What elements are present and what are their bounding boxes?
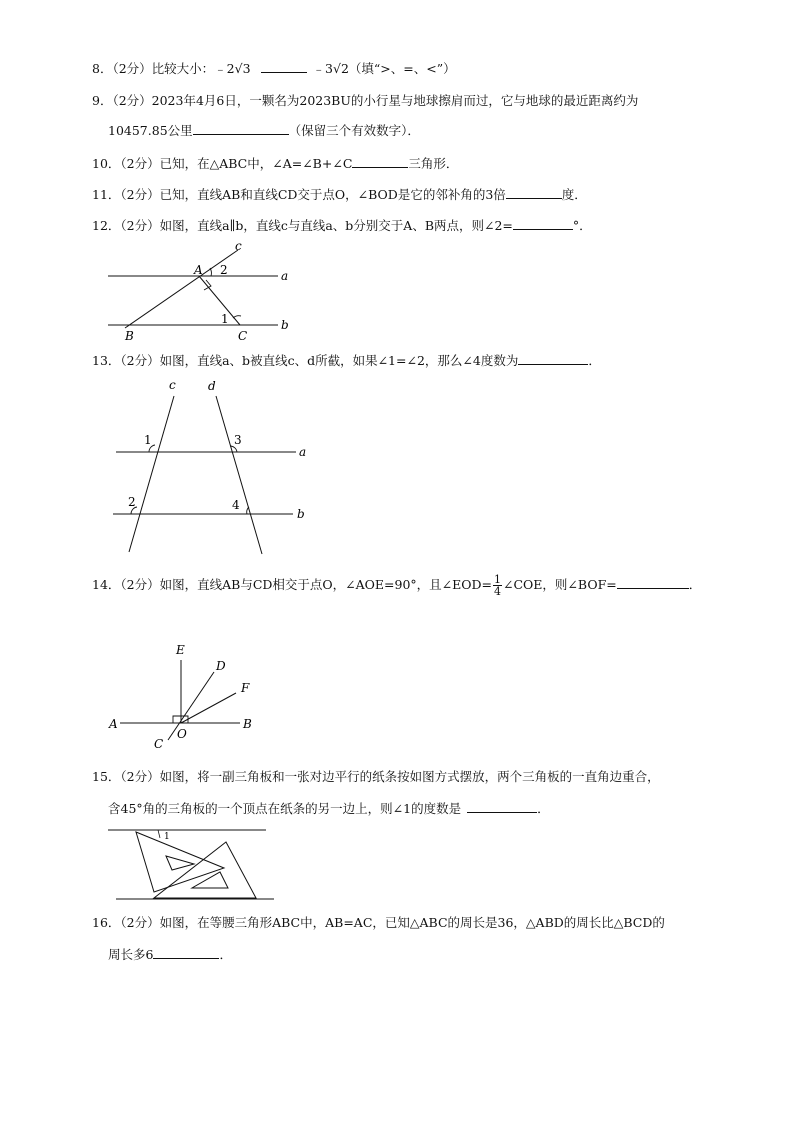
question-9-line1 [92, 92, 638, 110]
q10-answer-blank[interactable] [352, 155, 408, 168]
q16-text-line2-prefix: 周长多6 [108, 947, 154, 962]
q14-mid: ∠COE，则∠BOF= [503, 577, 617, 592]
q8-prefix: 比较大小： [151, 61, 215, 76]
q15-score: （2分） [120, 769, 160, 784]
q12-label-1: 1 [221, 312, 229, 326]
q12-label-a: a [281, 269, 289, 283]
q14-label-E: E [176, 643, 185, 657]
question-12 [92, 217, 592, 235]
q9-score: （2分） [112, 93, 152, 108]
q13-number: 13． [92, 353, 121, 368]
q12-label-A: A [194, 263, 203, 277]
q14-line-CD [168, 672, 214, 740]
q12-figure [100, 236, 300, 346]
q12-label-c: c [235, 239, 242, 253]
q9-number: 9． [92, 93, 113, 108]
q13-label-4: 4 [232, 498, 240, 512]
q14-label-B: B [243, 717, 252, 731]
q14-figure [100, 640, 270, 755]
q11-suffix: 度． [561, 187, 587, 202]
q9-text-line2-suffix: （保留三个有效数字）． [288, 123, 420, 138]
q16-text-line1: 如图，在等腰三角形ABC中，AB=AC，已知△ABC的周长是36，△ABD的周长比△BCD的 [159, 915, 665, 930]
q14-prefix: 如图，直线AB与CD相交于点O，∠AOE=90°，且∠EOD= [159, 577, 493, 592]
q10-score: （2分） [120, 156, 160, 171]
q15-label-1: 1 [164, 832, 170, 842]
q13-label-2: 2 [128, 495, 136, 509]
q10-prefix: 已知，在△ABC中，∠A=∠B+∠C [159, 156, 353, 171]
question-13 [92, 352, 601, 370]
q15-triangle-45-inner [192, 872, 228, 888]
q13-figure [108, 376, 318, 558]
q11-answer-blank[interactable] [506, 186, 562, 199]
q13-line-d [216, 396, 262, 554]
q12-answer-blank[interactable] [513, 217, 573, 230]
q11-score: （2分） [120, 187, 160, 202]
q15-tick [158, 830, 160, 838]
q14-suffix: ． [688, 577, 702, 592]
q12-label-b: b [281, 318, 289, 332]
q9-text-line1: 2023年4月6日，一颗名为2023BU的小行星与地球擦肩而过，它与地球的最近距离约为 [151, 93, 639, 108]
q12-prefix: 如图，直线a∥b，直线c与直线a、b分别交于A、B两点，则∠2= [159, 218, 513, 233]
q8-right-expr: ﹣3√2 [312, 61, 349, 76]
q10-number: 10． [92, 156, 121, 171]
q16-number: 16． [92, 915, 121, 930]
q15-triangle-30-60-inner [166, 856, 194, 870]
q14-label-F: F [241, 681, 250, 695]
question-15-line2 [108, 800, 550, 818]
q12-label-B: B [125, 329, 134, 343]
q14-fraction-numerator: 1 [494, 573, 502, 586]
q8-number: 8． [92, 61, 113, 76]
q12-angle-2-arc [210, 268, 211, 276]
q16-text-line2-suffix: ． [219, 947, 232, 962]
q15-triangle-30-60-outer [136, 832, 224, 892]
q15-figure [106, 824, 281, 906]
q8-suffix: （填“>、=、<”） [348, 61, 456, 76]
q13-label-d: d [208, 379, 216, 393]
question-14 [92, 574, 701, 597]
question-9-line2 [108, 122, 420, 140]
q13-label-3: 3 [234, 433, 242, 447]
q14-answer-blank[interactable] [617, 576, 689, 589]
q8-left-expr: ﹣2√3 [214, 61, 251, 76]
q15-number: 15． [92, 769, 121, 784]
q15-triangle-45-outer [154, 842, 256, 898]
question-15-line1 [92, 768, 660, 786]
question-11 [92, 186, 587, 204]
q12-number: 12． [92, 218, 121, 233]
q11-number: 11． [92, 187, 121, 202]
q13-label-1: 1 [144, 433, 152, 447]
q14-number: 14． [92, 577, 121, 592]
q13-answer-blank[interactable] [518, 352, 588, 365]
q10-suffix: 三角形． [408, 156, 459, 171]
q12-score: （2分） [120, 218, 160, 233]
q14-label-O: O [177, 727, 187, 741]
q8-score: （2分） [112, 61, 152, 76]
q15-answer-blank[interactable] [467, 800, 537, 813]
question-16-line2 [108, 946, 232, 964]
q14-fraction-denominator: 4 [494, 585, 502, 598]
q9-answer-blank[interactable] [193, 122, 289, 135]
q8-answer-blank[interactable] [261, 60, 307, 73]
q14-label-D: D [216, 659, 226, 673]
q13-label-a: a [299, 445, 307, 459]
q13-label-b: b [297, 507, 305, 521]
q12-label-C: C [238, 329, 248, 343]
q15-text-line2-prefix: 含45°角的三角板的一个顶点在纸条的另一边上，则∠1的度数是 [108, 801, 462, 816]
q16-score: （2分） [120, 915, 160, 930]
q15-text-line2-suffix: ． [537, 801, 550, 816]
question-16-line1 [92, 914, 665, 932]
q13-prefix: 如图，直线a、b被直线c、d所截，如果∠1=∠2，那么∠4度数为 [159, 353, 519, 368]
q13-label-c: c [169, 378, 176, 392]
q16-answer-blank[interactable] [153, 946, 219, 959]
q14-label-A: A [109, 717, 118, 731]
q13-line-c [129, 396, 174, 552]
q14-fraction [493, 574, 502, 597]
q13-suffix: ． [588, 353, 601, 368]
q11-prefix: 已知，直线AB和直线CD交于点O，∠BOD是它的邻补角的3倍 [159, 187, 506, 202]
question-10 [92, 155, 458, 173]
q9-text-line2-prefix: 10457.85公里 [108, 123, 193, 138]
q14-label-C: C [154, 737, 164, 751]
q14-score: （2分） [120, 577, 160, 592]
q13-score: （2分） [120, 353, 160, 368]
q15-text-line1: 如图，将一副三角板和一张对边平行的纸条按如图方式摆放，两个三角板的一直角边重合， [159, 769, 660, 784]
q12-suffix: °． [572, 218, 592, 233]
question-8 [92, 60, 456, 78]
q12-label-2: 2 [220, 263, 228, 277]
